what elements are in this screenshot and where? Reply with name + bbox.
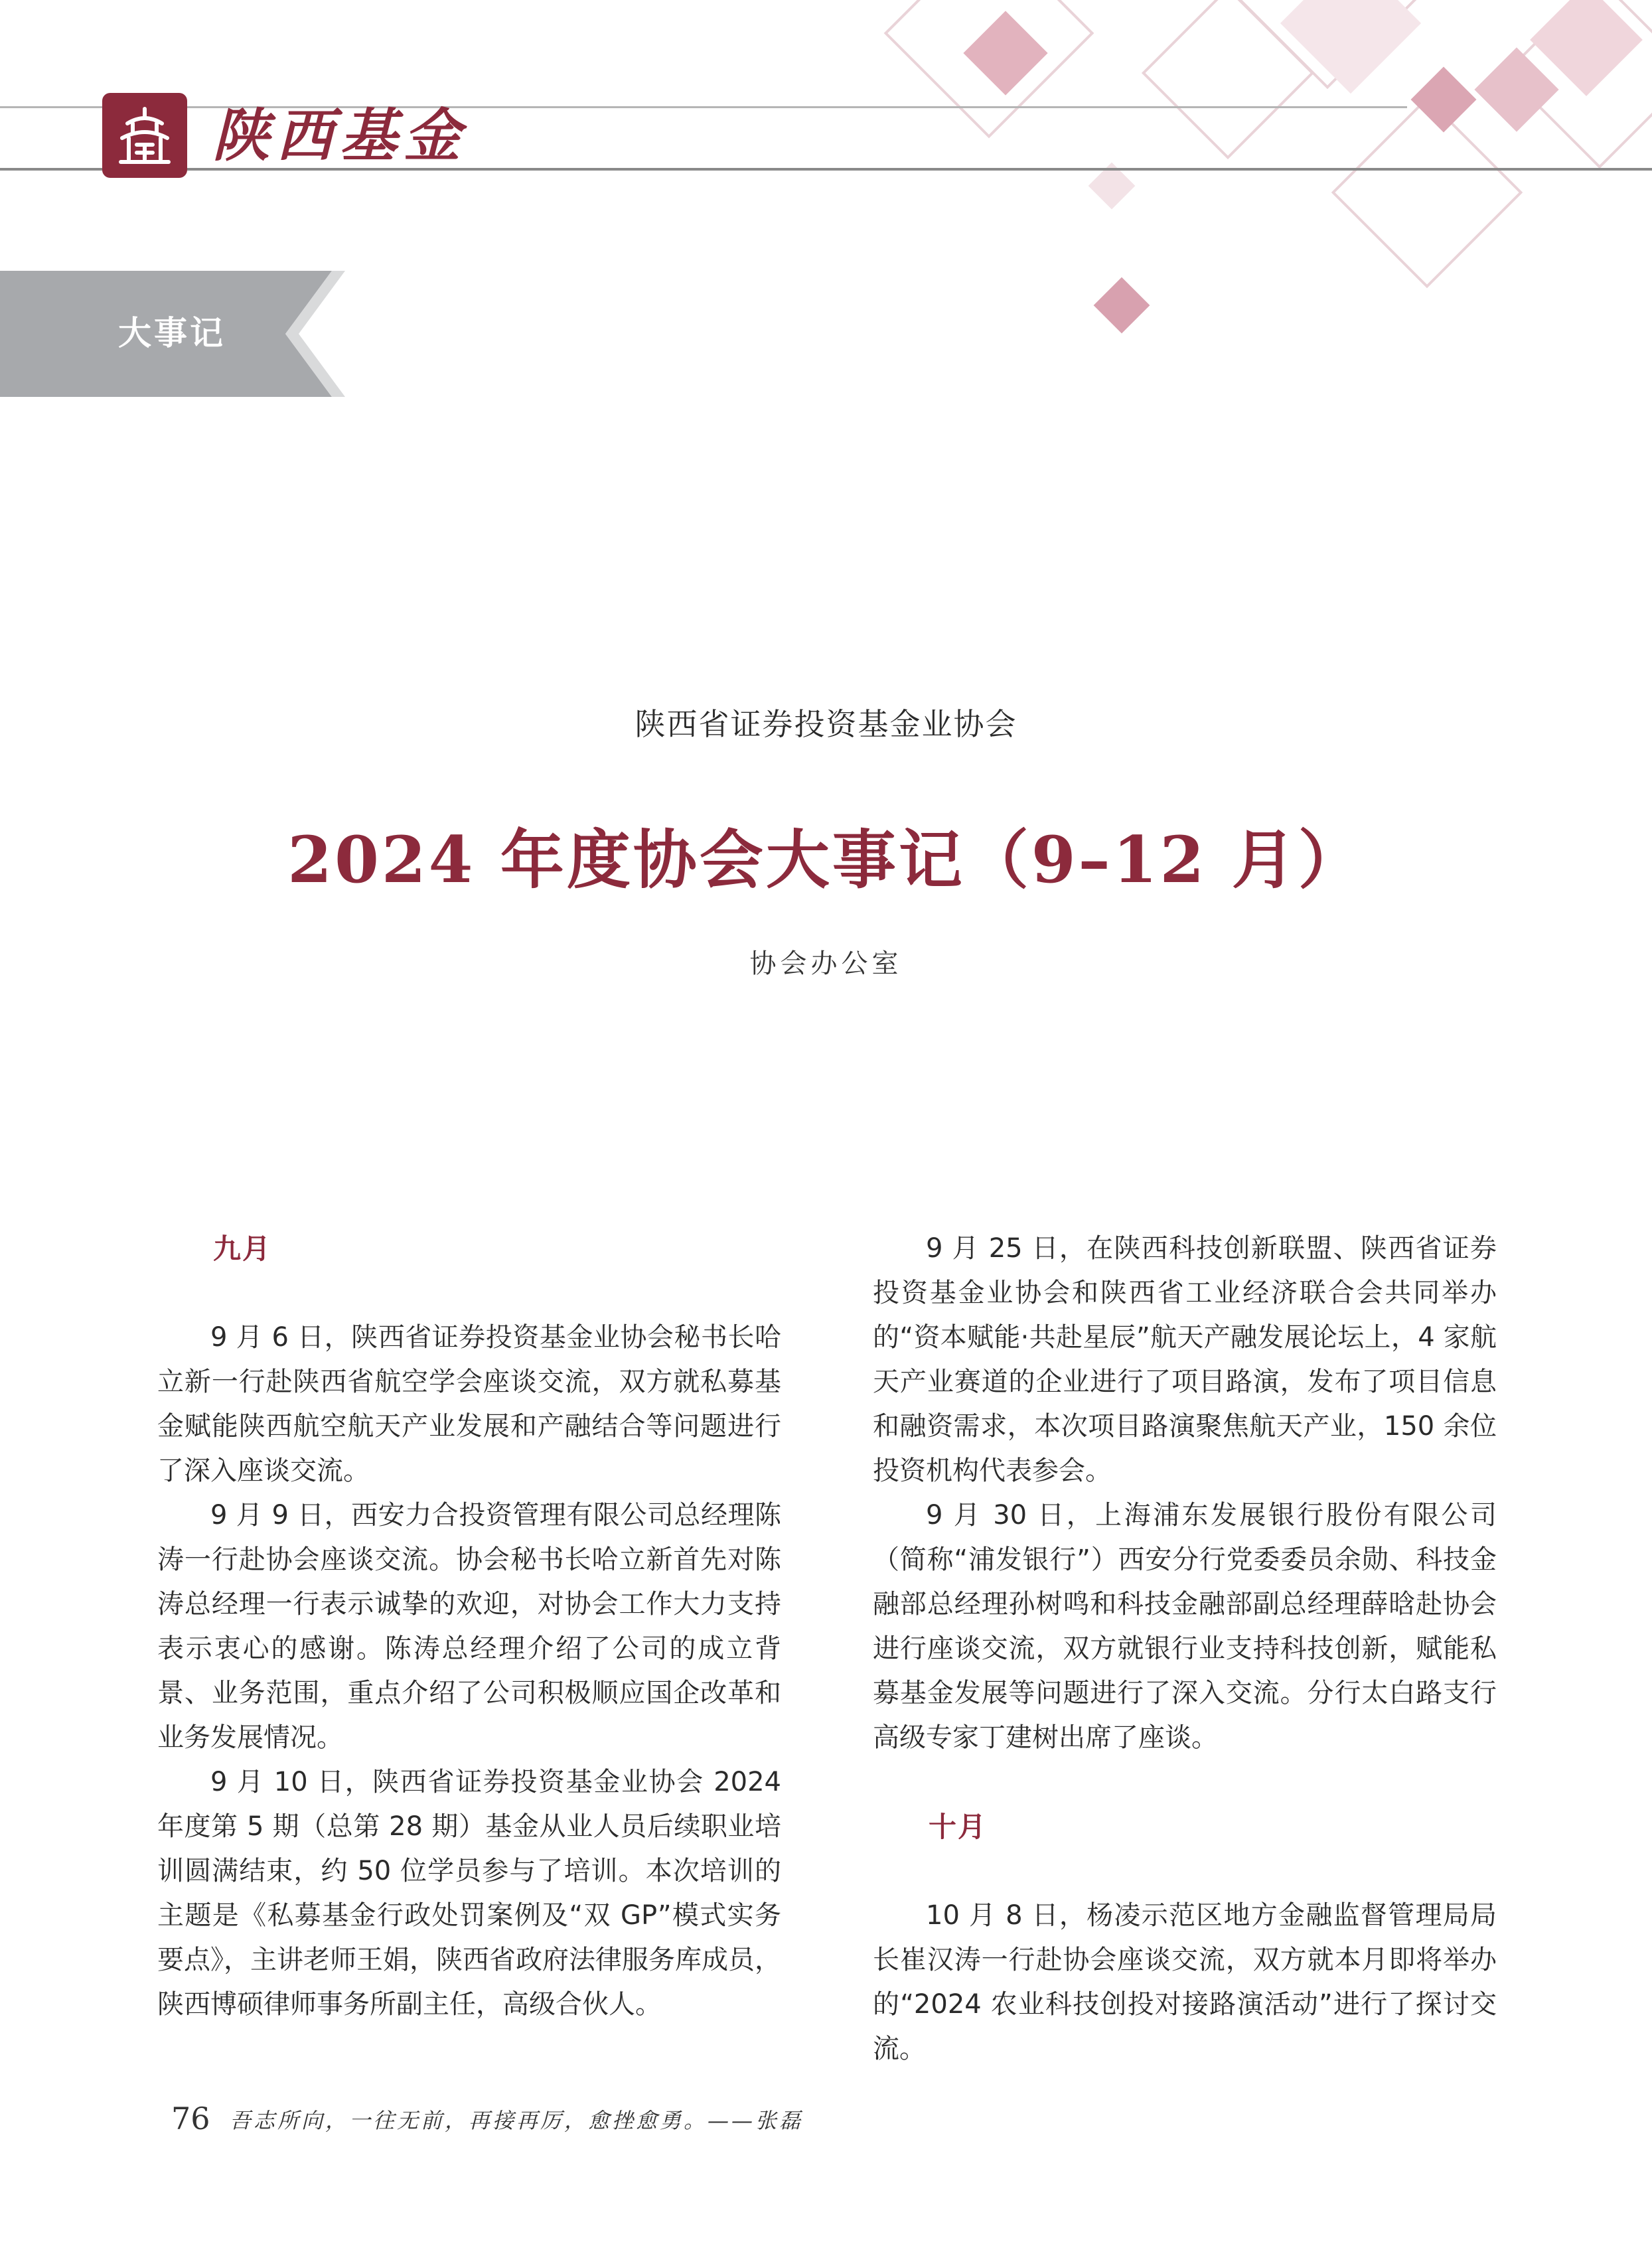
section-tab-label: 大事记: [118, 313, 226, 352]
paragraph: 10 月 8 日，杨凌示范区地方金融监督管理局局长崔汉涛一行赴协会座谈交流，双方就本月即将举办的“2024 农业科技创投对接路演活动”进行了探讨交流。: [873, 1900, 1497, 2064]
article-title: 2024 年度协会大事记（9–12 月）: [287, 822, 1365, 897]
paragraph: 9 月 6 日，陕西省证券投资基金业协会秘书长哈立新一行赴陕西省航空学会座谈交流，双方就私募基金赋能陕西航空航天产业发展和产融结合等问题进行了深入座谈交流。: [157, 1322, 781, 1486]
month-heading-october: 十月: [929, 1811, 988, 1843]
left-column: [157, 1227, 781, 2027]
paragraph: 9 月 9 日，西安力合投资管理有限公司总经理陈涛一行赴协会座谈交流。协会秘书长哈立新首先对陈涛总经理一行表示诚挚的欢迎，对协会工作大力支持表示衷心的感谢。陈涛总经理介绍了公司的成立背景、业务范围，重点介绍了公司积极顺应国企改革和业务发展情况。: [157, 1500, 781, 1753]
paragraph: 9 月 30 日，上海浦东发展银行股份有限公司（简称“浦发银行”）西安分行党委委员余勋、科技金融部总经理孙树鸣和科技金融部副总经理薛晗赴协会进行座谈交流，双方就银行业支持科技创新，赋能私募基金发展等问题进行了深入交流。分行太白路支行高级专家丁建树出席了座谈。: [873, 1500, 1497, 1753]
spacer: [873, 1760, 1497, 1805]
page-number: 76: [171, 2101, 210, 2136]
month-heading-september: 九月: [213, 1233, 272, 1265]
header-rule-top: [0, 106, 1407, 108]
diamond-fills: [963, 0, 1642, 333]
organization-name: 陕西省证券投资基金业协会: [635, 706, 1017, 742]
right-column: [873, 1227, 1497, 2071]
paragraph: 9 月 10 日，陕西省证券投资基金业协会 2024 年度第 5 期（总第 28 期）基金从业人员后续职业培训圆满结束，约 50 位学员参与了培训。本次培训的主题是《私募基金行政处罚案例及“双 GP”模式实务要点》，主讲老师王娟，陕西省政府法律服务库成员，陕西博硕律师事务所副主任，高级合伙人。: [157, 1767, 781, 2020]
paragraph: 9 月 25 日，在陕西科技创新联盟、陕西省证券投资基金业协会和陕西省工业经济联合会共同举办的“资本赋能·共赴星辰”航天产融发展论坛上，4 家航天产业赛道的企业进行了项目路演，发布了项目信息和融资需求，本次项目路演聚焦航天产业，150 余位投资机构代表参会。: [873, 1233, 1497, 1486]
pagoda-glyph: [113, 104, 177, 167]
brand-name: 陕西基金: [212, 102, 467, 169]
pagoda-seal-icon: [102, 93, 187, 178]
spacer: [157, 1271, 781, 1315]
footer-motto: 吾志所向，一往无前，再接再厉，愈挫愈勇。——张磊: [230, 2108, 804, 2133]
spacer: [873, 1849, 1497, 1894]
article-author: 协会办公室: [749, 948, 903, 979]
